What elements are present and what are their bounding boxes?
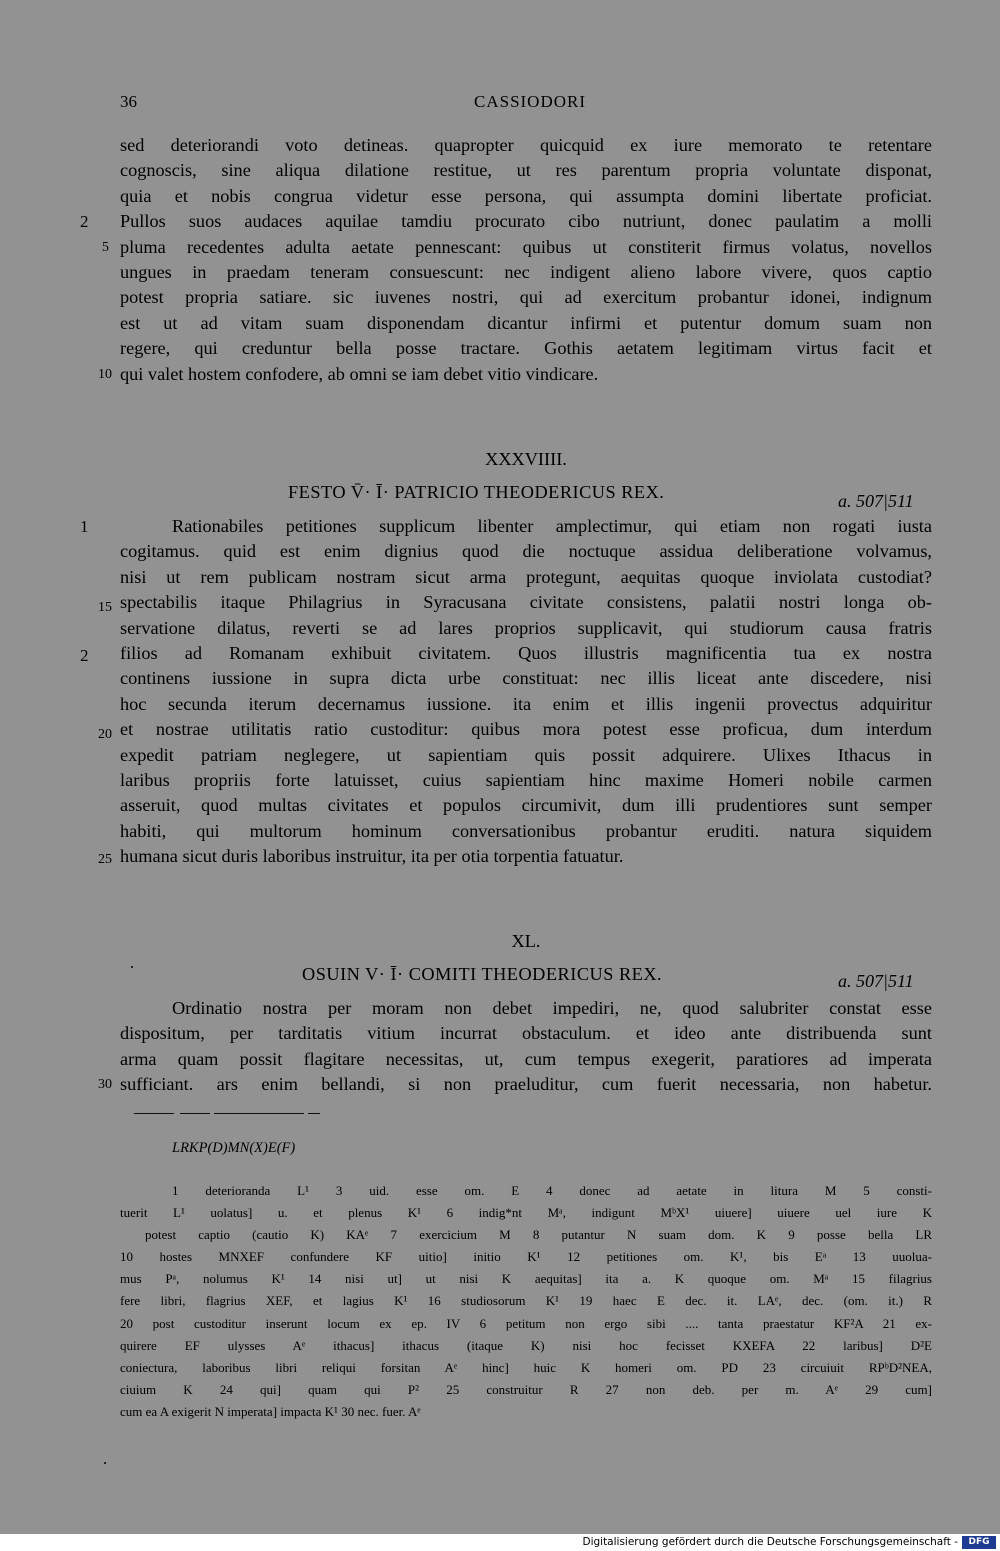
apparatus-line: fere libri, flagrius XEF, et lagius K¹ 16 studiosorum K¹ 19 haec E dec. it. LAᵉ, dec. (om. it.) R	[120, 1293, 932, 1309]
text-line: Pullos suos audaces aquilae tamdiu procurato cibo nutriunt, donec paulatim a molli	[120, 211, 932, 232]
paragraph-number: 2	[80, 212, 89, 231]
letter-address: FESTO V̄· Ī· PATRICIO THEODERICUS REX.	[288, 482, 665, 502]
text-line: et nostrae utilitatis ratio custoditur: quibus mora potest esse proficua, dum interdum	[120, 719, 932, 740]
page-number: 36	[120, 92, 137, 111]
letter-body-39	[120, 514, 932, 869]
separator-rule	[134, 1113, 174, 1114]
text-line: servatione dilatus, reverti se ad lares proprios supplicavit, qui studiorum causa fratris	[120, 617, 932, 638]
text-line: hoc secunda iterum decernamus iussione. ita enim et illis ingenii provectus adquiritur	[120, 693, 932, 714]
text-line: Rationabiles petitiones supplicum libenter amplectimur, qui etiam non rogati iusta	[172, 516, 932, 536]
text-line: regere, qui creduntur bella posse tractare. Gothis aetatem legitimam virtus facit et	[120, 338, 932, 359]
apparatus-line: quirere EF ulysses Aᵉ ithacus] ithacus (itaque K) nisi hoc fecisset KXEFA 22 laribus] D²E	[120, 1337, 932, 1353]
apparatus-line: 1 deterioranda L¹ 3 uid. esse om. E 4 donec ad aetate in litura M 5 consti-	[172, 1183, 932, 1198]
footer-credit: Digitalisierung gefördert durch die Deutsche Forschungsgemeinschaft -	[582, 1536, 958, 1548]
text-line: sufficiant. ars enim bellandi, si non praeluditur, cum fuerit necessaria, non habetur.	[120, 1074, 932, 1095]
body-text-top	[120, 133, 932, 387]
letter-body-40	[120, 996, 932, 1098]
text-line: cognoscis, sine aliqua dilatione restitue, ut res parentum propria voluntate disponat,	[120, 160, 932, 181]
line-number: 25	[98, 852, 112, 867]
separator-rule	[180, 1113, 210, 1114]
line-number: 10	[98, 367, 112, 382]
apparatus-line: cum ea A exigerit N imperata] impacta K¹ 30 nec. fuer. Aᵉ	[120, 1403, 421, 1419]
text-line: humana sicut duris laboribus instruitur, ita per otia torpentia fatuatur.	[120, 846, 624, 867]
manuscript-sigla: LRKP(D)MN(X)E(F)	[172, 1140, 296, 1156]
text-line: spectabilis itaque Philagrius in Syracusana civitate consistens, palatii nostri longa ob-	[120, 592, 932, 613]
line-number: 20	[98, 727, 112, 742]
text-line: sed deteriorandi voto detineas. quapropter quicquid ex iure memorato te retentare	[120, 135, 932, 155]
apparatus-line: 10 hostes MNXEF confundere KF uitio] initio K¹ 12 petitiones om. K¹, bis Eᵃ 13 uuolua-	[120, 1249, 932, 1265]
speck	[131, 966, 133, 968]
line-number: 15	[98, 600, 112, 615]
text-line: potest propria satiare. sic iuvenes nostri, qui ad exercitum probantur idonei, indignum	[120, 287, 932, 308]
paragraph-number: 1	[80, 517, 89, 536]
text-line: cogitamus. quid est enim dignius quod die noctuque assidua deliberatione volvamus,	[120, 541, 932, 562]
apparatus-line: 20 post custoditur inserunt locum ex ep. IV 6 petitum non ergo sibi .... tanta praestatur KF²A 21 ex-	[120, 1315, 932, 1331]
text-line: habiti, qui multorum hominum conversationibus probantur eruditi. natura siquidem	[120, 820, 932, 841]
letter-date: a. 507|511	[838, 491, 914, 511]
text-line: asseruit, quod multas civitates et populos circumivit, dum illi prudentiores sunt semper	[120, 795, 932, 816]
text-line: quia et nobis congrua videtur esse persona, qui assumpta domini libertate proficiat.	[120, 185, 932, 206]
text-line: laribus propriis forte latuisset, cuius sapientiam hinc maxime Homeri nobile carmen	[120, 769, 932, 790]
text-line: ungues in praedam teneram consuescunt: nec indigent alieno labore vivere, quos captio	[120, 261, 932, 282]
text-line: qui valet hostem confodere, ab omni se iam debet vitio vindicare.	[120, 363, 599, 384]
apparatus-line: potest captio (cautio K) KAᵉ 7 exercicium M 8 putantur N suam dom. K 9 posse bella LR	[145, 1227, 932, 1243]
apparatus-line: ciuium K 24 qui] quam qui P² 25 construitur R 27 non deb. per m. Aᵉ 29 cum]	[120, 1381, 932, 1397]
text-line: pluma recedentes adulta aetate pennescant: quibus ut constiterit firmus volatus, novellos	[120, 236, 932, 257]
text-line: continens iussione in supra dicta urbe constituat: nec illis liceat ante discedere, nisi	[120, 668, 932, 689]
text-line: filios ad Romanam exhibuit civitatem. Quos illustris magnificentia tua ex nostra	[120, 642, 932, 663]
text-line: Ordinatio nostra per moram non debet impediri, ne, quod salubriter constat esse	[172, 998, 932, 1018]
line-number: 5	[102, 240, 109, 255]
critical-apparatus	[120, 1180, 932, 1423]
letter-address: OSUIN V· Ī· COMITI THEODERICUS REX.	[302, 964, 663, 984]
dfg-logo: DFG	[962, 1536, 996, 1549]
text-line: dispositum, per tarditatis vitium incurrat obstaculum. et ideo ante distribuenda sunt	[120, 1023, 932, 1044]
speck	[104, 1462, 106, 1464]
line-number: 30	[98, 1077, 112, 1092]
text-line: arma quam possit flagitare necessitas, ut, cum tempus exegerit, paratiores ad imperata	[120, 1048, 932, 1069]
text-line: expedit patriam neglegere, ut sapientiam quis possit adquirere. Ulixes Ithacus in	[120, 744, 932, 765]
text-line: nisi ut rem publicam nostram sicut arma protegunt, aequitas quoque inviolata custodiat?	[120, 566, 932, 587]
separator-rule	[214, 1113, 304, 1114]
running-title: CASSIODORI	[474, 92, 587, 111]
paragraph-number: 2	[80, 646, 89, 665]
apparatus-line: mus Pᵃ, nolumus K¹ 14 nisi ut] ut nisi K aequitas] ita a. K quoque om. Mᵃ 15 filagrius	[120, 1271, 932, 1287]
apparatus-line: coniectura, laboribus libri reliqui forsitan Aᵉ hinc] huic K homeri om. PD 23 circuiuit RPᵇD²NEA,	[120, 1359, 932, 1375]
apparatus-line: tuerit L¹ uolatus] u. et plenus K¹ 6 indig*nt Mᵃ, indigunt MᵇX¹ uiuere] uiuere uel iure K	[120, 1205, 932, 1221]
section-number: XL.	[511, 931, 541, 951]
text-line: est ut ad vitam suam disponendam dicantur infirmi et putentur domum suam non	[120, 312, 932, 333]
letter-date: a. 507|511	[838, 971, 914, 991]
section-number: XXXVIIII.	[485, 449, 567, 469]
separator-rule	[308, 1113, 320, 1114]
